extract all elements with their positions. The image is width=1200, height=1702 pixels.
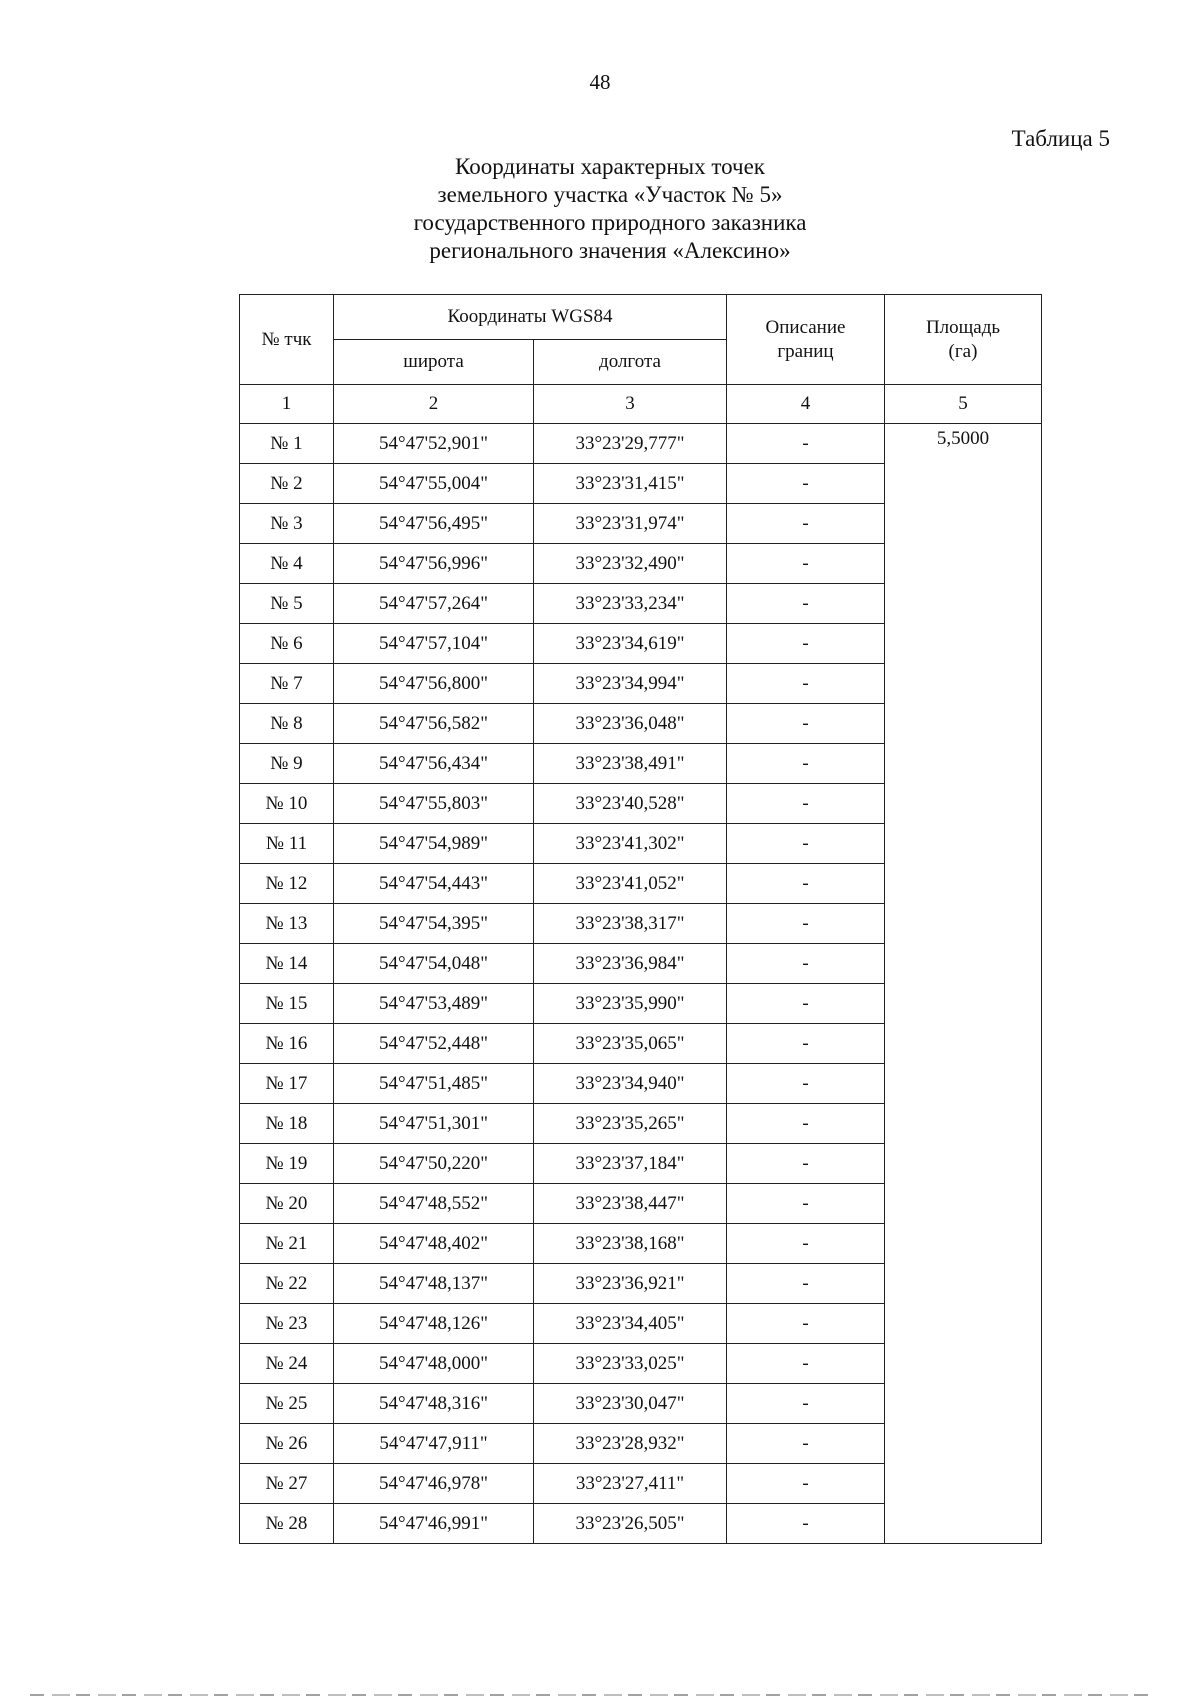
latitude-cell: 54°47'48,552" [334,1184,534,1224]
longitude-cell: 33°23'41,302" [534,824,727,864]
longitude-cell: 33°23'36,984" [534,944,727,984]
latitude-cell: 54°47'48,000" [334,1344,534,1384]
latitude-cell: 54°47'55,004" [334,464,534,504]
point-cell: № 16 [240,1024,334,1064]
header-area [885,295,1042,385]
longitude-cell: 33°23'34,405" [534,1304,727,1344]
description-cell: - [727,1224,885,1264]
point-cell: № 17 [240,1064,334,1104]
description-cell: - [727,984,885,1024]
header-latitude: широта [334,340,534,385]
longitude-cell: 33°23'38,317" [534,904,727,944]
header-point: № тчк [240,295,334,385]
longitude-cell: 33°23'35,990" [534,984,727,1024]
description-cell: - [727,784,885,824]
point-cell: № 23 [240,1304,334,1344]
title-line: государственного природного заказника [413,210,807,235]
longitude-cell: 33°23'33,234" [534,584,727,624]
description-cell: - [727,1104,885,1144]
area-cell: 5,5000 [885,424,1042,1544]
point-cell: № 21 [240,1224,334,1264]
latitude-cell: 54°47'54,443" [334,864,534,904]
description-cell: - [727,544,885,584]
latitude-cell: 54°47'52,901" [334,424,534,464]
title-line: земельного участка «Участок № 5» [437,182,783,207]
latitude-cell: 54°47'53,489" [334,984,534,1024]
description-cell: - [727,744,885,784]
longitude-cell: 33°23'38,491" [534,744,727,784]
point-cell: № 9 [240,744,334,784]
longitude-cell: 33°23'36,048" [534,704,727,744]
point-cell: № 2 [240,464,334,504]
point-cell: № 26 [240,1424,334,1464]
latitude-cell: 54°47'52,448" [334,1024,534,1064]
description-cell: - [727,504,885,544]
description-cell: - [727,1304,885,1344]
description-cell: - [727,1184,885,1224]
description-cell: - [727,704,885,744]
longitude-cell: 33°23'41,052" [534,864,727,904]
header-area-line1: Площадь [925,316,1001,338]
header-description [727,295,885,385]
title-line: Координаты характерных точек [455,154,765,179]
longitude-cell: 33°23'32,490" [534,544,727,584]
point-cell: № 18 [240,1104,334,1144]
column-number: 5 [885,385,1042,424]
latitude-cell: 54°47'51,301" [334,1104,534,1144]
latitude-cell: 54°47'57,104" [334,624,534,664]
latitude-cell: 54°47'47,911" [334,1424,534,1464]
longitude-cell: 33°23'27,411" [534,1464,727,1504]
description-cell: - [727,624,885,664]
point-cell: № 5 [240,584,334,624]
point-cell: № 12 [240,864,334,904]
point-cell: № 6 [240,624,334,664]
header-coordinates-group: Координаты WGS84 [334,295,727,340]
header-longitude: долгота [534,340,727,385]
document-title [330,153,890,265]
latitude-cell: 54°47'56,800" [334,664,534,704]
point-cell: № 15 [240,984,334,1024]
point-cell: № 27 [240,1464,334,1504]
latitude-cell: 54°47'56,582" [334,704,534,744]
header-description-line2: границ [777,340,834,362]
point-cell: № 25 [240,1384,334,1424]
longitude-cell: 33°23'36,921" [534,1264,727,1304]
point-cell: № 20 [240,1184,334,1224]
description-cell: - [727,944,885,984]
title-line: регионального значения «Алексино» [429,238,791,263]
column-number: 1 [240,385,334,424]
point-cell: № 24 [240,1344,334,1384]
latitude-cell: 54°47'48,137" [334,1264,534,1304]
longitude-cell: 33°23'35,065" [534,1024,727,1064]
column-numbers-row [240,385,1042,424]
description-cell: - [727,904,885,944]
point-cell: № 14 [240,944,334,984]
description-cell: - [727,1144,885,1184]
point-cell: № 8 [240,704,334,744]
latitude-cell: 54°47'48,126" [334,1304,534,1344]
latitude-cell: 54°47'46,991" [334,1504,534,1544]
longitude-cell: 33°23'33,025" [534,1344,727,1384]
longitude-cell: 33°23'26,505" [534,1504,727,1544]
description-cell: - [727,824,885,864]
column-number: 2 [334,385,534,424]
point-cell: № 22 [240,1264,334,1304]
description-cell: - [727,584,885,624]
description-cell: - [727,424,885,464]
longitude-cell: 33°23'31,415" [534,464,727,504]
column-number: 3 [534,385,727,424]
latitude-cell: 54°47'56,996" [334,544,534,584]
latitude-cell: 54°47'48,316" [334,1384,534,1424]
point-cell: № 4 [240,544,334,584]
description-cell: - [727,1264,885,1304]
longitude-cell: 33°23'37,184" [534,1144,727,1184]
latitude-cell: 54°47'55,803" [334,784,534,824]
description-cell: - [727,1464,885,1504]
longitude-cell: 33°23'34,619" [534,624,727,664]
point-cell: № 28 [240,1504,334,1544]
longitude-cell: 33°23'38,447" [534,1184,727,1224]
longitude-cell: 33°23'28,932" [534,1424,727,1464]
point-cell: № 3 [240,504,334,544]
page-number: 48 [589,70,611,94]
point-cell: № 11 [240,824,334,864]
description-cell: - [727,1424,885,1464]
header-area-line2: (га) [948,340,978,362]
table-body [240,424,1042,1544]
table-row [240,424,1042,464]
longitude-cell: 33°23'40,528" [534,784,727,824]
latitude-cell: 54°47'48,402" [334,1224,534,1264]
description-cell: - [727,1344,885,1384]
point-cell: № 19 [240,1144,334,1184]
latitude-cell: 54°47'46,978" [334,1464,534,1504]
longitude-cell: 33°23'35,265" [534,1104,727,1144]
description-cell: - [727,1504,885,1544]
description-cell: - [727,1064,885,1104]
coordinates-table [239,294,1042,1544]
latitude-cell: 54°47'56,434" [334,744,534,784]
point-cell: № 7 [240,664,334,704]
latitude-cell: 54°47'56,495" [334,504,534,544]
description-cell: - [727,464,885,504]
longitude-cell: 33°23'31,974" [534,504,727,544]
longitude-cell: 33°23'38,168" [534,1224,727,1264]
description-cell: - [727,1384,885,1424]
point-cell: № 1 [240,424,334,464]
longitude-cell: 33°23'34,994" [534,664,727,704]
longitude-cell: 33°23'29,777" [534,424,727,464]
longitude-cell: 33°23'30,047" [534,1384,727,1424]
latitude-cell: 54°47'57,264" [334,584,534,624]
scan-artifact-line [30,1694,1150,1696]
latitude-cell: 54°47'54,048" [334,944,534,984]
latitude-cell: 54°47'54,989" [334,824,534,864]
column-number: 4 [727,385,885,424]
latitude-cell: 54°47'51,485" [334,1064,534,1104]
table-label: Таблица 5 [1011,126,1110,151]
header-description-line1: Описание [765,316,846,338]
point-cell: № 13 [240,904,334,944]
longitude-cell: 33°23'34,940" [534,1064,727,1104]
latitude-cell: 54°47'54,395" [334,904,534,944]
description-cell: - [727,1024,885,1064]
latitude-cell: 54°47'50,220" [334,1144,534,1184]
description-cell: - [727,864,885,904]
point-cell: № 10 [240,784,334,824]
description-cell: - [727,664,885,704]
